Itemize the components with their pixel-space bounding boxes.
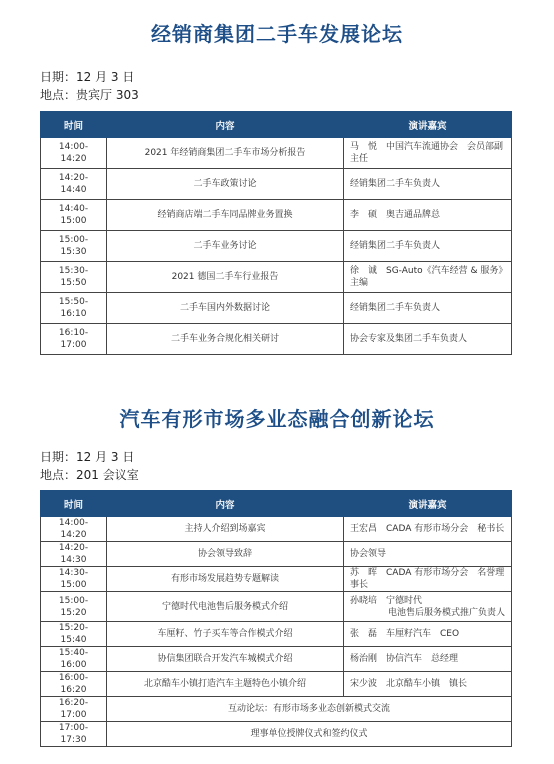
- row-time: 15:40-16:00: [41, 647, 107, 672]
- row-content: 有形市场发展趋势专题解读: [107, 567, 344, 592]
- table-row: [41, 622, 512, 647]
- table-row: [41, 262, 512, 293]
- row-speaker: [344, 592, 512, 622]
- forum2-title: 汽车有形市场多业态融合创新论坛: [119, 407, 435, 431]
- table-row: [41, 293, 512, 324]
- row-content: 协会领导致辞: [107, 542, 344, 567]
- table-row: [41, 722, 512, 747]
- row-content: 协信集团联合开发汽车城模式介绍: [107, 647, 344, 672]
- table-row: [41, 200, 512, 231]
- forum1-date: 日期：12 月 3 日: [40, 70, 135, 84]
- row-speaker: 杨治刚 协信汽车 总经理: [344, 647, 512, 672]
- forum1-title: 经销商集团二手车发展论坛: [151, 22, 403, 46]
- table-row: [41, 647, 512, 672]
- row-time: 14:20-14:30: [41, 542, 107, 567]
- header-speaker: 演讲嘉宾: [344, 491, 512, 517]
- row-content: 二手车业务讨论: [107, 231, 344, 262]
- table-row: [41, 517, 512, 542]
- row-speaker: 马 悦 中国汽车流通协会 会员部副主任: [344, 138, 512, 169]
- row-speaker: 李 硕 奥吉通品牌总: [344, 200, 512, 231]
- header-content: 内容: [107, 491, 344, 517]
- row-content: 经销商店端二手车同品牌业务置换: [107, 200, 344, 231]
- row-speaker: 宋少波 北京酷车小镇 镇长: [344, 672, 512, 697]
- row-content: 二手车国内外数据讨论: [107, 293, 344, 324]
- row-content: 主持人介绍到场嘉宾: [107, 517, 344, 542]
- row-content: 2021 德国二手车行业报告: [107, 262, 344, 293]
- row-speaker: 经销集团二手车负责人: [344, 231, 512, 262]
- table-row: [41, 542, 512, 567]
- header-time: 时间: [41, 112, 107, 138]
- row-time: 16:00-16:20: [41, 672, 107, 697]
- row-content: 二手车政策讨论: [107, 169, 344, 200]
- row-time: 15:20-15:40: [41, 622, 107, 647]
- header-speaker: 演讲嘉宾: [344, 112, 512, 138]
- table-row: [41, 138, 512, 169]
- row-speaker: 王宏昌 CADA 有形市场分会 秘书长: [344, 517, 512, 542]
- forum2-location: 地点：201 会议室: [40, 468, 139, 482]
- row-speaker: 经销集团二手车负责人: [344, 293, 512, 324]
- row-time: 14:00-14:20: [41, 138, 107, 169]
- row-merged-content: 理事单位授牌仪式和签约仪式: [107, 722, 512, 747]
- row-time: 15:00-15:20: [41, 592, 107, 622]
- row-merged-content: 互动论坛：有形市场多业态创新模式交流: [107, 697, 512, 722]
- row-time: 14:20-14:40: [41, 169, 107, 200]
- row-time: 15:00-15:30: [41, 231, 107, 262]
- row-time: 16:20-17:00: [41, 697, 107, 722]
- table-row: [41, 231, 512, 262]
- table-row: [41, 697, 512, 722]
- header-content: 内容: [107, 112, 344, 138]
- row-content: 2021 年经销商集团二手车市场分析报告: [107, 138, 344, 169]
- forum2-date: 日期：12 月 3 日: [40, 450, 135, 464]
- row-speaker: 协会专家及集团二手车负责人: [344, 324, 512, 355]
- row-speaker: 张 磊 车厘籽汽车 CEO: [344, 622, 512, 647]
- table-row: [41, 672, 512, 697]
- row-time: 15:50-16:10: [41, 293, 107, 324]
- row-time: 17:00-17:30: [41, 722, 107, 747]
- row-speaker: 经销集团二手车负责人: [344, 169, 512, 200]
- forum1-location: 地点：贵宾厅 303: [40, 88, 139, 102]
- row-content: 宁德时代电池售后服务模式介绍: [107, 592, 344, 622]
- header-time: 时间: [41, 491, 107, 517]
- row-content: 北京酷车小镇打造汽车主题特色小镇介绍: [107, 672, 344, 697]
- row-content: 二手车业务合规化相关研讨: [107, 324, 344, 355]
- row-speaker-line: 孙晓培 宁德时代: [350, 595, 423, 606]
- row-time: 16:10-17:00: [41, 324, 107, 355]
- table-row: [41, 169, 512, 200]
- row-content: 车厘籽、竹子买车等合作模式介绍: [107, 622, 344, 647]
- row-speaker: 徐 诚 SG-Auto《汽车经营 & 服务》 主编: [344, 262, 512, 293]
- row-speaker: 苏 晖 CADA 有形市场分会 名誉理事长: [344, 567, 512, 592]
- table-row: [41, 592, 512, 622]
- forum2-schedule-table: [40, 490, 512, 747]
- row-speaker-line: 电池售后服务模式推广负责人: [388, 607, 506, 618]
- row-speaker: 协会领导: [344, 542, 512, 567]
- row-time: 15:30-15:50: [41, 262, 107, 293]
- table-row: [41, 567, 512, 592]
- table-row: [41, 324, 512, 355]
- row-time: 14:00-14:20: [41, 517, 107, 542]
- forum1-schedule-table: [40, 111, 512, 355]
- row-time: 14:40-15:00: [41, 200, 107, 231]
- table-header-row: [41, 491, 512, 517]
- table-header-row: [41, 112, 512, 138]
- row-time: 14:30-15:00: [41, 567, 107, 592]
